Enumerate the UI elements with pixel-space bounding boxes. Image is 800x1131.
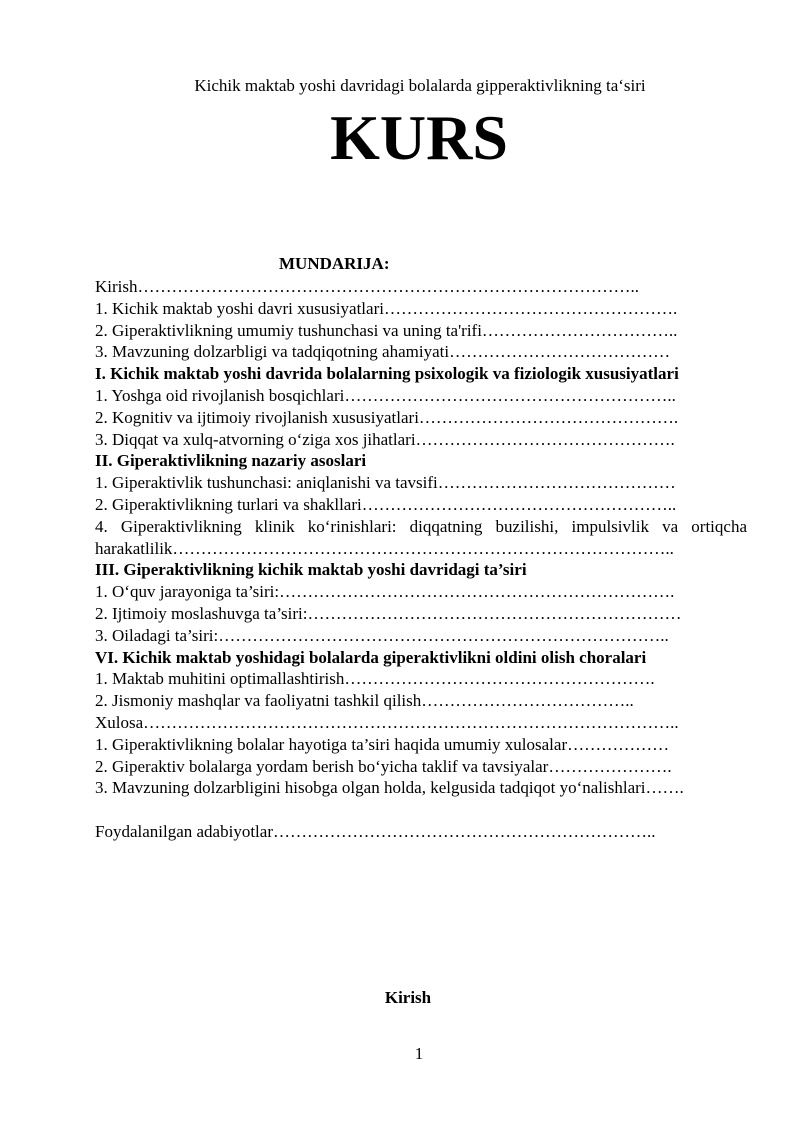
toc-entry: 1. Giperaktivlikning bolalar hayotiga ta’siri haqida umumiy xulosalar………………	[95, 734, 670, 754]
toc-entry: 1. Yoshga oid rivojlanish bosqichlari…………………………………………………..	[95, 385, 676, 405]
toc-entry: 2. Giperaktivlikning turlari va shakllari………………………………………………..	[95, 494, 677, 514]
document-title: KURS	[330, 102, 508, 173]
toc-entry: 2. Giperaktiv bolalarga yordam berish bo‘yicha taklif va tavsiyalar………………….	[95, 756, 672, 776]
toc-entry: Kirish……………………………………………………………………………..	[95, 277, 639, 296]
toc-entry: Xulosa…………………………………………………………………………………..	[95, 712, 679, 732]
toc-entry: 3. Mavzuning dolzarbligini hisobga olgan holda, kelgusida tadqiqot yo‘nalishlari…….	[95, 778, 684, 798]
toc-entry: 4. Giperaktivlikning klinik ko‘rinishlari: diqqatning buzilishi, impulsivlik va ortiqcha harakatlilik……………………………………………………………………………..	[95, 516, 747, 558]
toc-entry: 2. Kognitiv va ijtimoiy rivojlanish xususiyatlari……………………………………….	[95, 407, 679, 427]
toc-entry: 1. Maktab muhitini optimallashtirish……………………………………………….	[95, 669, 655, 689]
toc-section-heading: II. Giperaktivlikning nazariy asoslari	[95, 451, 367, 471]
toc-entry: 2. Ijtimoiy moslashuvga ta’siri:…………………………………………………………	[95, 603, 682, 623]
toc-spacer	[95, 799, 747, 821]
toc-entry: 2. Giperaktivlikning umumiy tushunchasi va uning ta'rifi……………………………..	[95, 320, 678, 340]
document-subtitle: Kichik maktab yoshi davridagi bolalarda gipperaktivlikning ta‘siri	[194, 76, 646, 95]
toc-entry: 3. Oiladagi ta’siri:……………………………………………………………………..	[95, 625, 669, 645]
toc-entry: 1. Kichik maktab yoshi davri xususiyatlari…………………………………………….	[95, 298, 678, 318]
toc-entry: 2. Jismoniy mashqlar va faoliyatni tashkil qilish………………………………..	[95, 691, 634, 711]
page-number: 1	[414, 1044, 424, 1063]
table-of-contents	[95, 276, 747, 843]
toc-title: MUNDARIJA:	[279, 254, 390, 273]
toc-section-heading: VI. Kichik maktab yoshidagi bolalarda giperaktivlikni oldini olish choralari	[95, 647, 647, 667]
toc-section-heading: III. Giperaktivlikning kichik maktab yoshi davridagi ta’siri	[95, 560, 527, 580]
section-heading: Kirish	[384, 988, 432, 1007]
toc-entry: 1. O‘quv jarayoniga ta’siri:…………………………………………………………….	[95, 582, 675, 602]
toc-entry: 3. Mavzuning dolzarbligi va tadqiqotning ahamiyati…………………………………	[95, 342, 671, 362]
toc-section-heading: I. Kichik maktab yoshi davrida bolalarning psixologik va fiziologik xususiyatlari	[95, 364, 679, 384]
toc-entry: 1. Giperaktivlik tushunchasi: aniqlanishi va tavsifi……………………………………	[95, 473, 676, 493]
toc-entry: 3. Diqqat va xulq-atvorning o‘ziga xos jihatlari……………………………………….	[95, 429, 675, 449]
toc-entry: Foydalanilgan adabiyotlar…………………………………………………………..	[95, 821, 656, 841]
